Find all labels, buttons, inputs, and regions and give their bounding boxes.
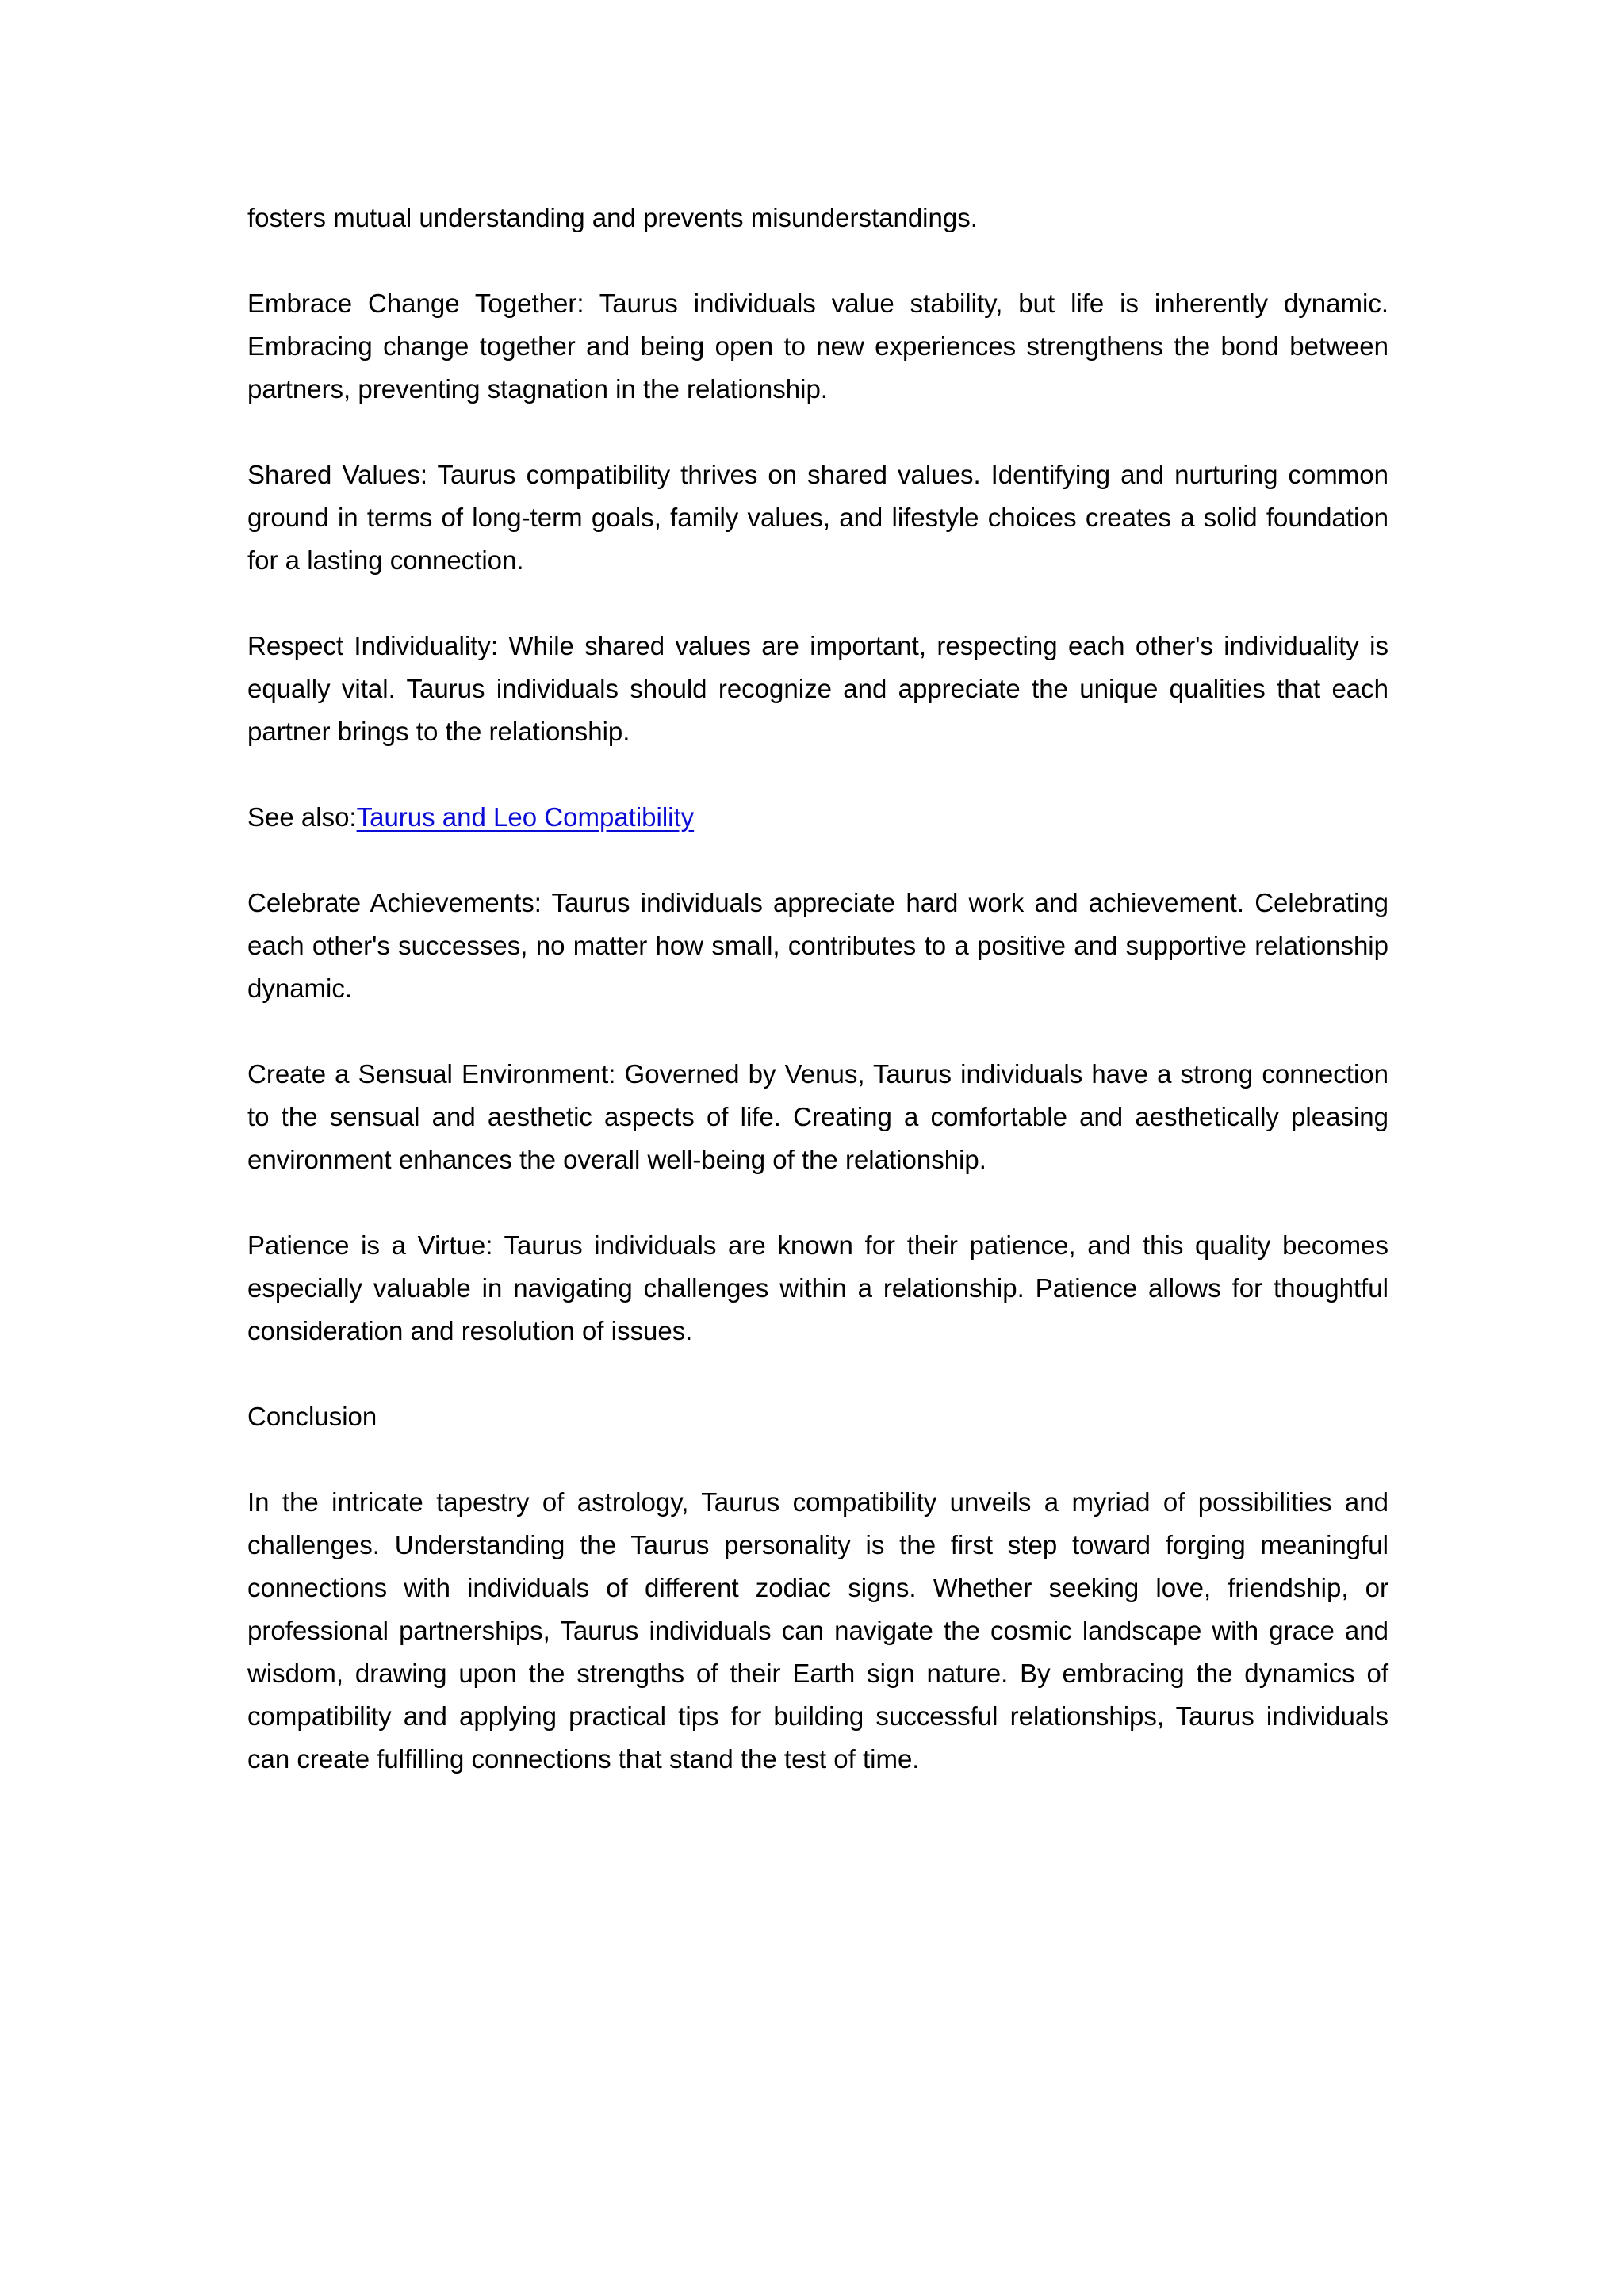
conclusion-heading: Conclusion xyxy=(247,1402,377,1431)
conclusion-paragraph: In the intricate tapestry of astrology, Taurus compatibility unveils a myriad of possibilities and challenges. Understanding the Taurus personality is the first step toward forging meaningful connections with individuals of different zodiac signs. Whether seeking love, friendship, or professional partnerships, Taurus individuals can navigate the cosmic landscape with grace and wisdom, drawing upon the strengths of their Earth sign nature. By embracing the dynamics of compatibility and applying practical tips for building successful relationships, Taurus individuals can create fulfilling connections that stand the test of time. xyxy=(247,1487,1388,1774)
paragraph-continuation: fosters mutual understanding and prevents misunderstandings. xyxy=(247,203,978,232)
paragraph-embrace-change: Embrace Change Together: Taurus individuals value stability, but life is inherently dynamic. Embracing change together and being open to new experiences strengthens the bond between partners, preventing stagnation in the relationship. xyxy=(247,289,1388,404)
see-also-link[interactable]: Taurus and Leo Compatibility xyxy=(356,802,695,832)
see-also-line xyxy=(247,796,1388,839)
see-also-prefix: See also: xyxy=(247,802,357,832)
paragraph-respect-individuality: Respect Individuality: While shared values are important, respecting each other's individuality is equally vital. Taurus individuals should recognize and appreciate the unique qualities that each partner brings to the relationship. xyxy=(247,631,1388,746)
paragraph-celebrate-achievements: Celebrate Achievements: Taurus individuals appreciate hard work and achievement. Celebrating each other's successes, no matter how small, contributes to a positive and supportive relationship dynamic. xyxy=(247,888,1388,1003)
paragraph-sensual-environment: Create a Sensual Environment: Governed by Venus, Taurus individuals have a strong connection to the sensual and aesthetic aspects of life. Creating a comfortable and aesthetically pleasing environment enhances the overall well-being of the relationship. xyxy=(247,1059,1388,1174)
document-body xyxy=(247,197,1388,1823)
paragraph-shared-values: Shared Values: Taurus compatibility thrives on shared values. Identifying and nurturing common ground in terms of long-term goals, family values, and lifestyle choices creates a solid foundation for a lasting connection. xyxy=(247,460,1388,575)
paragraph-patience: Patience is a Virtue: Taurus individuals are known for their patience, and this quality becomes especially valuable in navigating challenges within a relationship. Patience allows for thoughtful consideration and resolution of issues. xyxy=(247,1230,1388,1345)
